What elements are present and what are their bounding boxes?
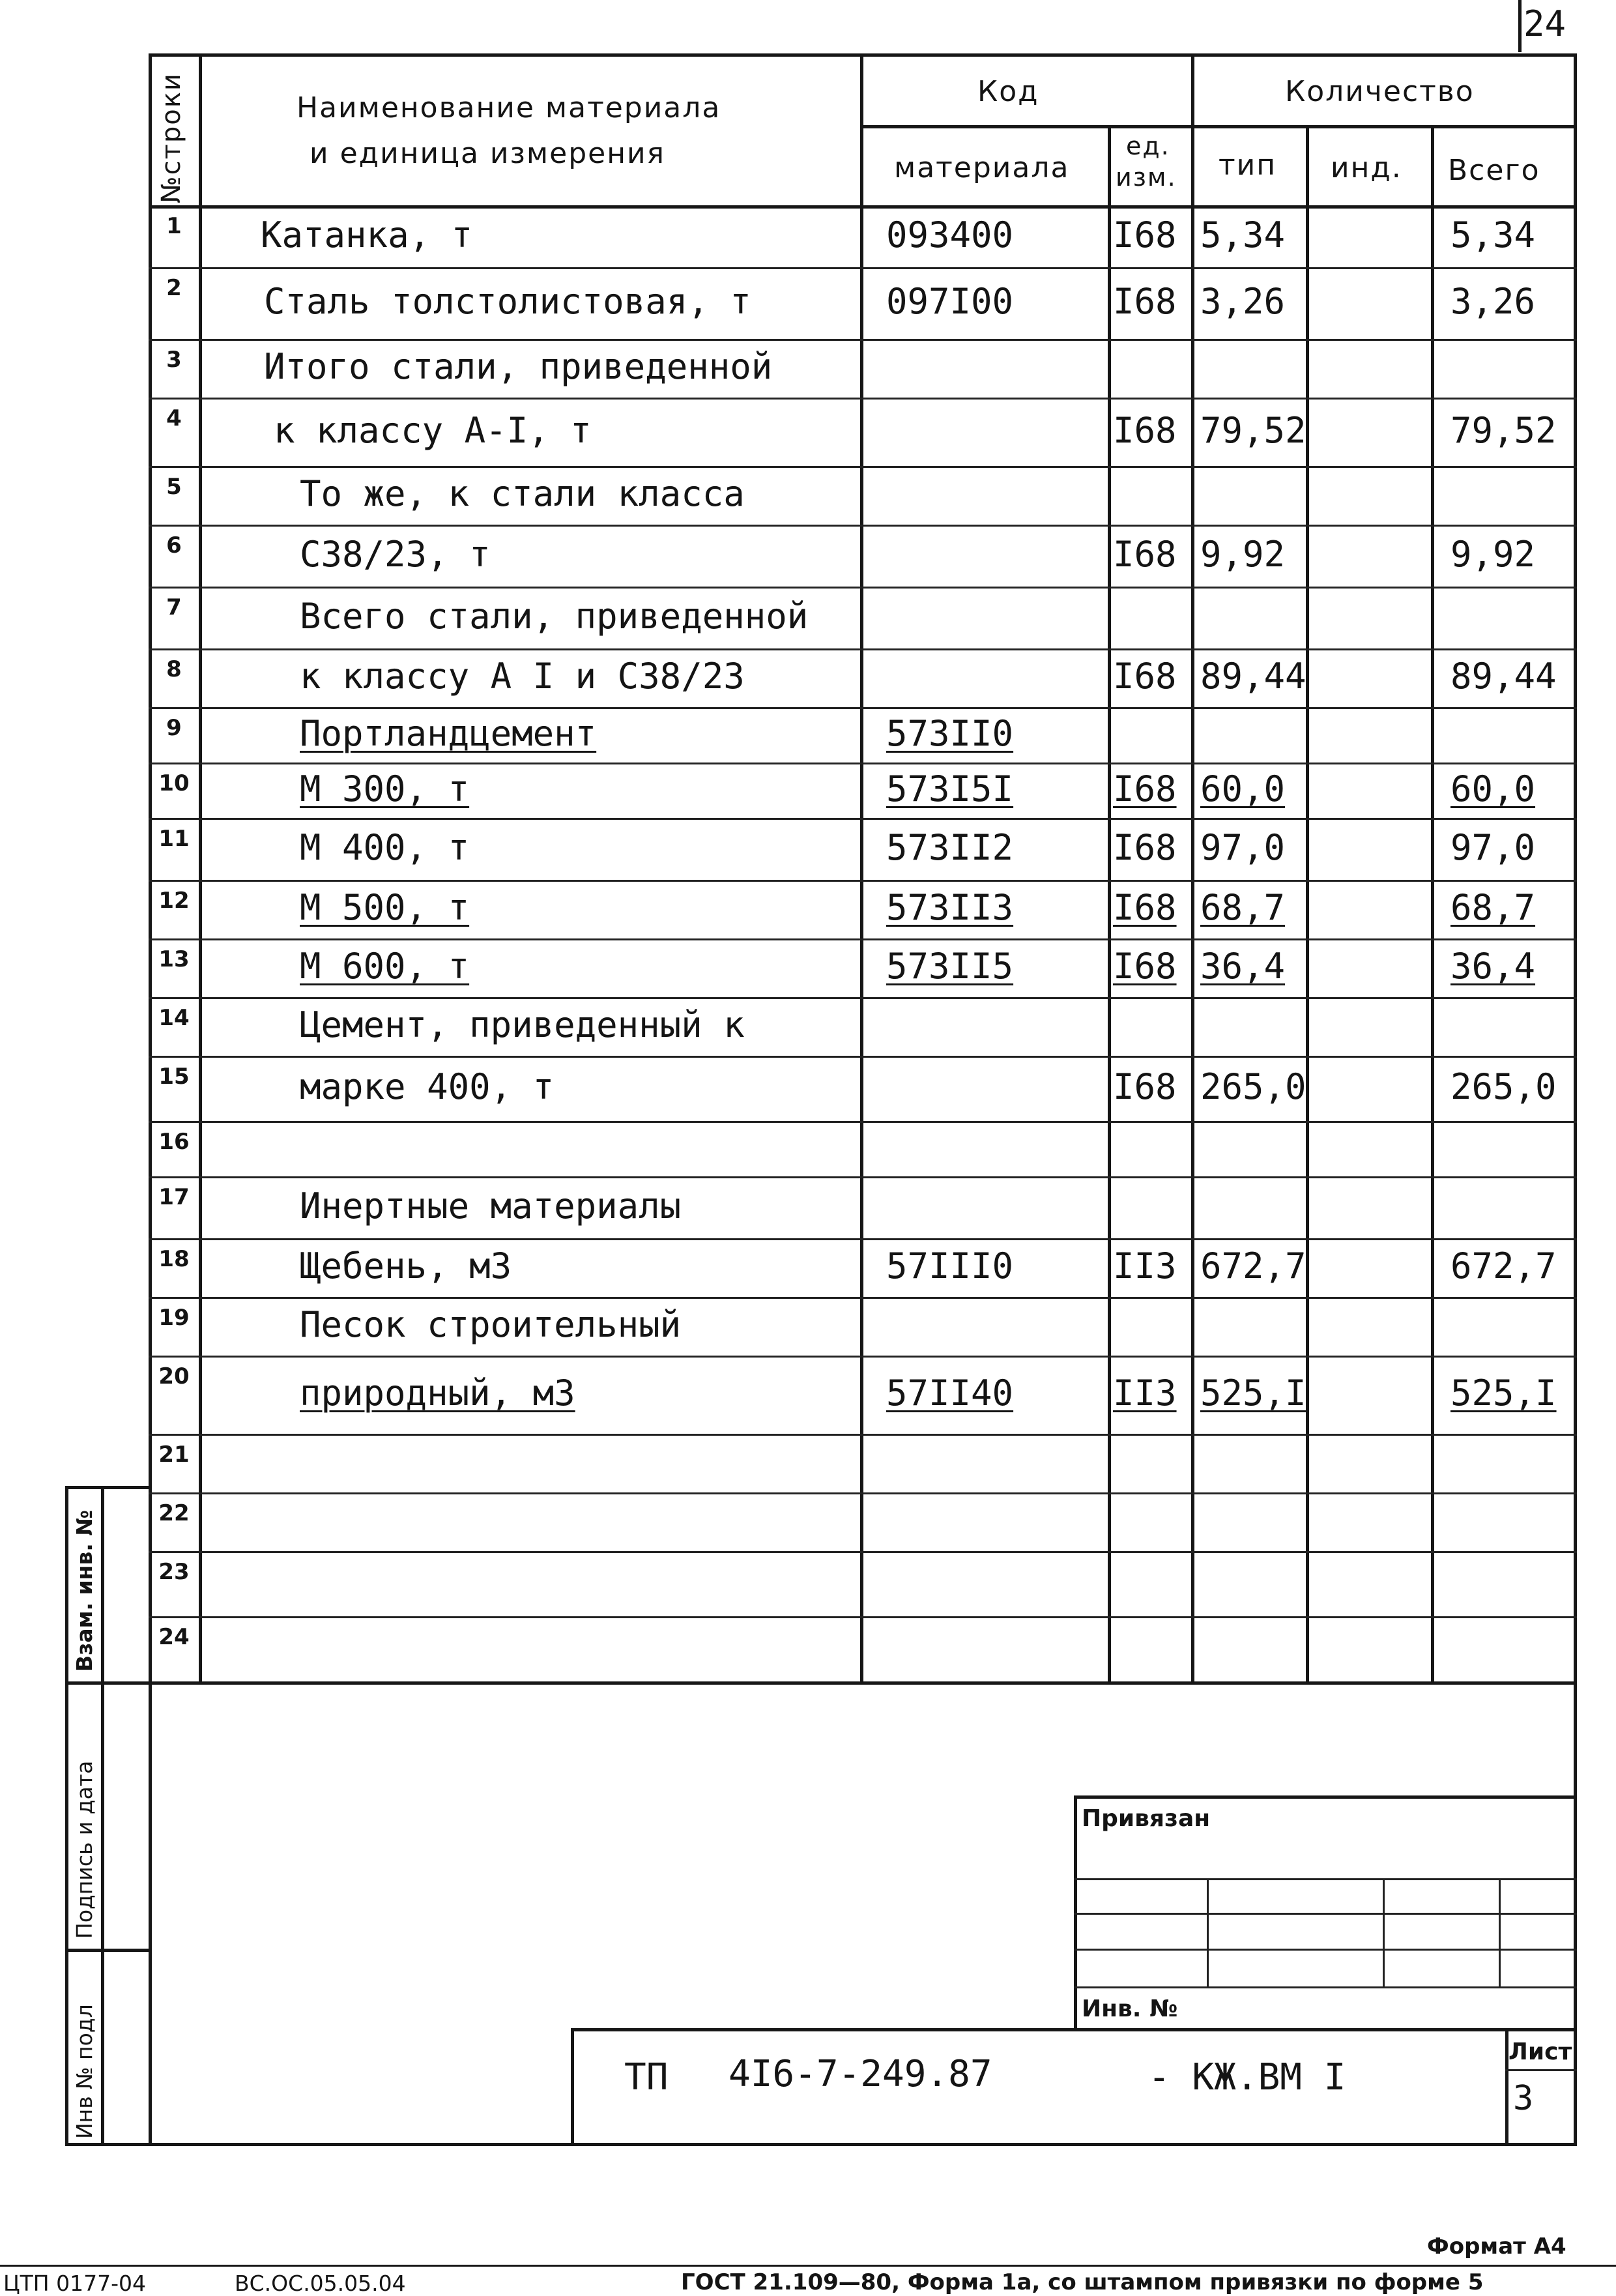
material-code: 093400 <box>886 214 1014 255</box>
material-name: Сталь толстолистовая, т <box>264 281 751 322</box>
unit-code: I68 <box>1113 214 1177 255</box>
row-separator <box>149 398 1577 400</box>
qty-type: 97,0 <box>1200 827 1286 868</box>
header-row-no: №строки <box>156 72 186 203</box>
material-name: Песок строительный <box>300 1304 682 1345</box>
qty-type: 9,92 <box>1200 534 1286 575</box>
row-separator <box>149 707 1577 709</box>
material-name: Всего стали, приведенной <box>300 596 809 637</box>
material-code: 573II5 <box>886 946 1014 987</box>
unit-code: II3 <box>1113 1373 1177 1414</box>
page-number: 24 <box>1523 3 1566 44</box>
qty-total: 89,44 <box>1450 656 1557 697</box>
binding-line-1 <box>1074 1878 1577 1880</box>
binding-line-4 <box>1074 1986 1577 1988</box>
unit-code: I68 <box>1113 827 1177 868</box>
footer-left-code2: ВС.ОС.05.05.04 <box>235 2271 406 2296</box>
header-qty-ind: инд. <box>1331 151 1402 184</box>
footer-left-code1: ЦТП 0177-04 <box>3 2271 146 2296</box>
page-number-mark <box>1518 0 1522 52</box>
material-name: Итого стали, приведенной <box>264 346 773 387</box>
header-code-unit-line2: изм. <box>1116 163 1177 192</box>
col-line-qty <box>1191 53 1194 1683</box>
row-number: 8 <box>166 656 182 682</box>
qty-type: 525,I <box>1200 1373 1306 1414</box>
material-code: 573II2 <box>886 827 1014 868</box>
header-subline <box>860 125 1577 128</box>
header-qty-group: Количество <box>1285 75 1475 108</box>
unit-code: I68 <box>1113 887 1177 928</box>
side-stamp-vzam: Взам. инв. № <box>72 1509 97 1672</box>
col-line-unit <box>1108 125 1111 1683</box>
sheet-number: 3 <box>1513 2079 1534 2118</box>
row-number: 22 <box>158 1500 190 1526</box>
row-separator <box>149 1492 1577 1494</box>
row-number: 19 <box>158 1305 190 1331</box>
side-stamp-line-2 <box>65 1681 150 1685</box>
row-separator <box>149 938 1577 940</box>
row-separator <box>149 818 1577 820</box>
material-name: Цемент, приведенный к <box>300 1004 745 1045</box>
qty-total: 9,92 <box>1450 534 1536 575</box>
header-qty-type: тип <box>1219 149 1277 182</box>
row-number: 20 <box>158 1363 190 1389</box>
binding-col-3 <box>1499 1878 1501 1986</box>
qty-total: 79,52 <box>1450 410 1557 451</box>
sheet-label: Лист <box>1508 2039 1572 2065</box>
row-separator <box>149 1121 1577 1123</box>
material-name: Катанка, т <box>261 214 473 255</box>
row-number: 3 <box>166 347 182 373</box>
row-separator <box>149 1238 1577 1240</box>
material-name: Инертные материалы <box>300 1185 682 1227</box>
row-separator <box>149 1176 1577 1178</box>
qty-total: 5,34 <box>1450 214 1536 255</box>
qty-total: 525,I <box>1450 1373 1557 1414</box>
header-name-line1: Наименование материала <box>296 91 721 124</box>
row-number: 21 <box>158 1442 190 1468</box>
row-number: 23 <box>158 1559 190 1585</box>
unit-code: I68 <box>1113 534 1177 575</box>
title-block-sheet-line <box>1505 2069 1577 2071</box>
footer-rule <box>0 2265 1616 2267</box>
material-code: 573II3 <box>886 887 1014 928</box>
qty-total: 97,0 <box>1450 827 1536 868</box>
header-qty-total: Всего <box>1448 154 1540 187</box>
material-name: Щебень, м3 <box>300 1245 512 1286</box>
unit-code: I68 <box>1113 1066 1177 1107</box>
material-name: к классу А I и С38/23 <box>300 656 745 697</box>
title-mark: - КЖ.ВМ I <box>1148 2056 1346 2099</box>
row-separator <box>149 1434 1577 1436</box>
row-separator <box>149 1297 1577 1299</box>
col-line-code <box>860 53 863 1683</box>
binding-inv-label: Инв. № <box>1082 1996 1178 2022</box>
qty-total: 68,7 <box>1450 887 1536 928</box>
row-separator <box>149 587 1577 589</box>
title-block-top <box>571 2028 1577 2031</box>
row-separator <box>149 1616 1577 1618</box>
row-separator <box>149 1551 1577 1553</box>
row-number: 16 <box>158 1129 190 1155</box>
material-name: к классу А-I, т <box>274 410 592 451</box>
row-number: 24 <box>158 1624 190 1650</box>
row-separator <box>149 648 1577 650</box>
qty-type: 265,0 <box>1200 1066 1306 1107</box>
title-block-left <box>571 2028 574 2145</box>
row-number: 12 <box>158 888 190 914</box>
material-name: С38/23, т <box>300 534 491 575</box>
qty-type: 5,34 <box>1200 214 1286 255</box>
material-name: То же, к стали класса <box>300 473 745 514</box>
side-stamp-line-1 <box>65 1486 150 1489</box>
table-rows-bottom <box>149 1681 1577 1685</box>
side-stamp-outer <box>65 1486 68 2145</box>
qty-total: 3,26 <box>1450 281 1536 322</box>
row-separator <box>149 763 1577 764</box>
material-code: 57III0 <box>886 1245 1014 1286</box>
side-stamp-line-3 <box>65 1949 150 1952</box>
col-line-ind <box>1306 125 1309 1683</box>
unit-code: I68 <box>1113 656 1177 697</box>
row-separator <box>149 1056 1577 1058</box>
header-name-line2: и единица измерения <box>310 137 666 170</box>
binding-col-2 <box>1383 1878 1385 1986</box>
row-separator <box>149 997 1577 999</box>
footer-gost: ГОСТ 21.109—80, Форма 1а, со штампом привязки по форме 5 <box>681 2269 1484 2295</box>
row-number: 6 <box>166 532 182 559</box>
side-stamp-sign: Подпись и дата <box>72 1760 97 1939</box>
header-code-unit-line1: ед. <box>1126 132 1170 160</box>
qty-total: 60,0 <box>1450 768 1536 809</box>
unit-code: I68 <box>1113 410 1177 451</box>
material-code: 097I00 <box>886 281 1014 322</box>
binding-line-2 <box>1074 1913 1577 1915</box>
unit-code: II3 <box>1113 1245 1177 1286</box>
material-name: марке 400, т <box>300 1066 555 1107</box>
header-code-group: Код <box>977 75 1039 108</box>
title-block-bottom <box>65 2143 1577 2146</box>
unit-code: I68 <box>1113 946 1177 987</box>
row-separator <box>149 267 1577 269</box>
qty-total: 265,0 <box>1450 1066 1557 1107</box>
row-number: 5 <box>166 474 182 500</box>
row-number: 14 <box>158 1005 190 1031</box>
qty-type: 89,44 <box>1200 656 1306 697</box>
title-tp: ТП <box>624 2056 669 2099</box>
material-name: Портландцемент <box>300 713 597 754</box>
row-number: 1 <box>166 213 182 239</box>
row-number: 17 <box>158 1184 190 1210</box>
unit-code: I68 <box>1113 768 1177 809</box>
row-separator <box>149 880 1577 882</box>
material-name: М 600, т <box>300 946 470 987</box>
col-line-total <box>1431 125 1434 1683</box>
row-separator <box>149 339 1577 341</box>
row-number: 4 <box>166 405 182 431</box>
material-name: природный, м3 <box>300 1373 575 1414</box>
unit-code: I68 <box>1113 281 1177 322</box>
row-number: 10 <box>158 770 190 796</box>
header-code-material: материала <box>894 151 1070 184</box>
qty-type: 79,52 <box>1200 410 1306 451</box>
qty-total: 672,7 <box>1450 1245 1557 1286</box>
row-number: 15 <box>158 1064 190 1090</box>
material-code: 57II40 <box>886 1373 1014 1414</box>
binding-top <box>1074 1795 1577 1799</box>
row-number: 2 <box>166 275 182 301</box>
material-name: М 500, т <box>300 887 470 928</box>
qty-type: 68,7 <box>1200 887 1286 928</box>
qty-total: 36,4 <box>1450 946 1536 987</box>
row-number: 18 <box>158 1246 190 1272</box>
side-stamp-inv: Инв № подл <box>72 2004 97 2139</box>
format-label: Формат А4 <box>1427 2233 1566 2260</box>
row-separator <box>149 1356 1577 1358</box>
side-stamp-inner <box>101 1486 104 2145</box>
binding-col-1 <box>1207 1878 1209 1986</box>
qty-type: 3,26 <box>1200 281 1286 322</box>
binding-label: Привязан <box>1082 1805 1211 1832</box>
material-name: М 300, т <box>300 768 470 809</box>
title-doc-number: 4I6-7-249.87 <box>729 2053 992 2095</box>
material-name: М 400, т <box>300 827 470 868</box>
qty-type: 672,7 <box>1200 1245 1306 1286</box>
row-number: 9 <box>166 715 182 741</box>
row-number: 13 <box>158 946 190 972</box>
qty-type: 36,4 <box>1200 946 1286 987</box>
material-code: 573II0 <box>886 713 1014 754</box>
material-code: 573I5I <box>886 768 1014 809</box>
row-number: 7 <box>166 594 182 620</box>
row-separator <box>149 525 1577 527</box>
qty-type: 60,0 <box>1200 768 1286 809</box>
row-number: 11 <box>158 826 190 852</box>
row-separator <box>149 466 1577 468</box>
table-right-border <box>1574 53 1577 2145</box>
binding-line-3 <box>1074 1949 1577 1951</box>
